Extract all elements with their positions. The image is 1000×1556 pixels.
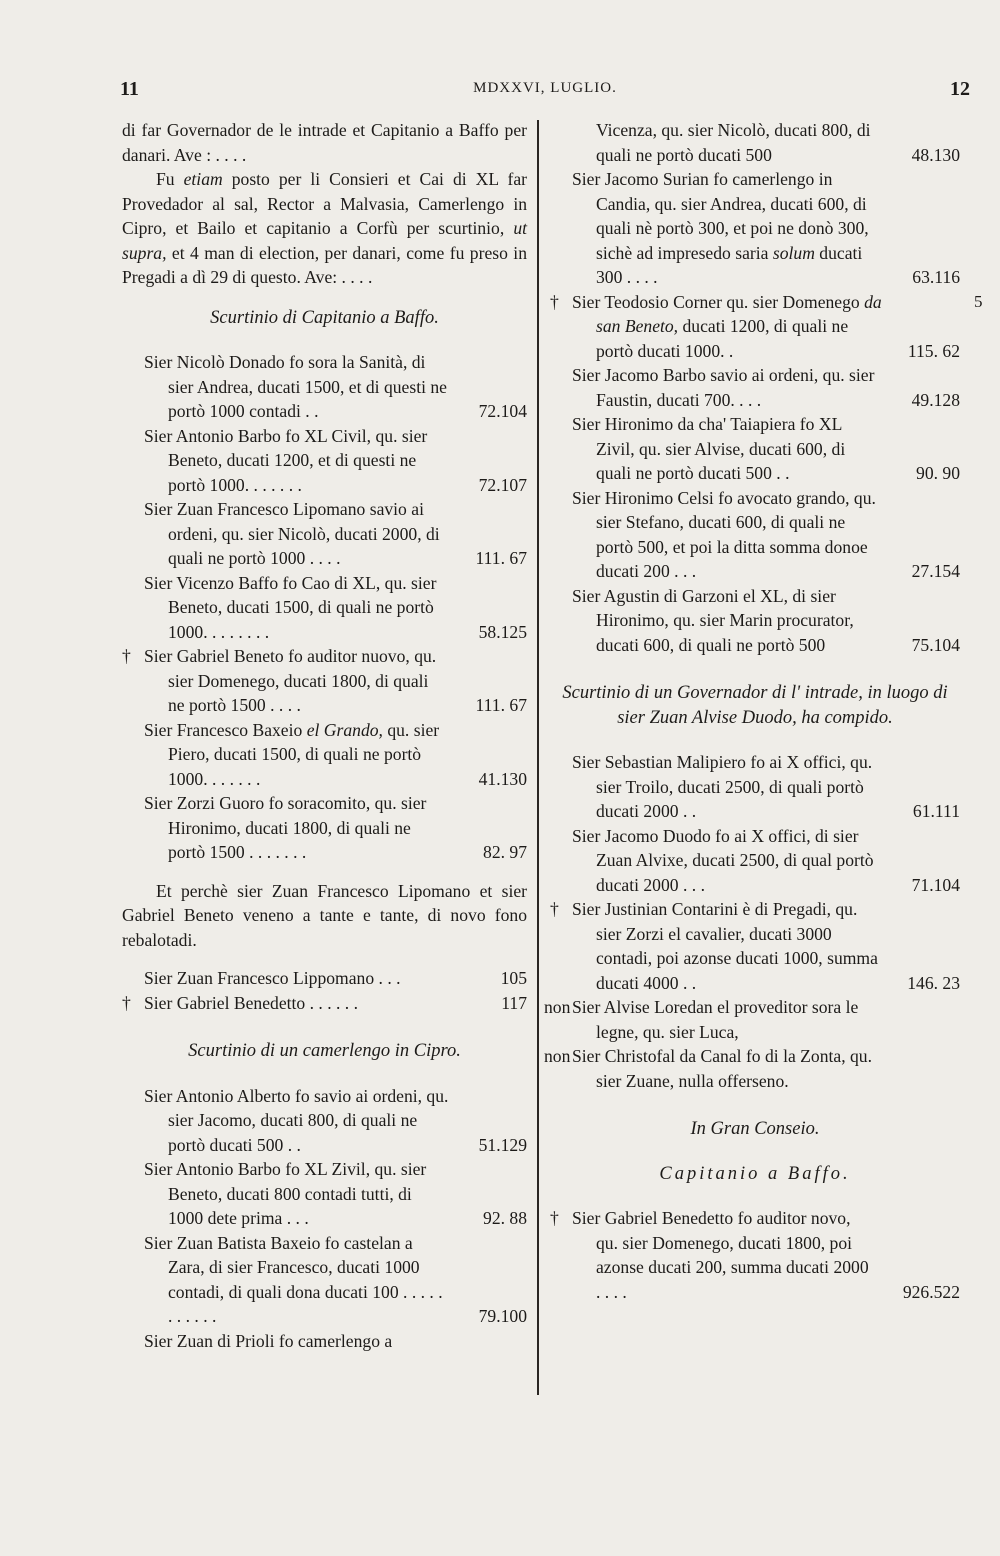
list-item: Sier Agustin di Garzoni el XL, di sier Hironimo, qu. sier Marin procurator, ducati 600, di quali ne portò 500 75.104 xyxy=(550,584,960,658)
left-page-number: 11 xyxy=(120,78,139,100)
vote-count: 48.130 xyxy=(911,144,960,165)
vote-count: 49.128 xyxy=(911,389,960,410)
elected-cross-mark: † xyxy=(550,291,559,312)
column-divider xyxy=(537,120,539,1395)
list-item: † Sier Gabriel Beneto fo auditor nuovo, qu. sier Domenego, ducati 1800, di quali ne portò 1500 . . . . 111. 67 xyxy=(122,644,527,718)
vote-count: 72.107 xyxy=(478,474,527,495)
list-item: Sier Zuan Francesco Lippomano . . . 105 xyxy=(122,966,527,991)
reballot-paragraph: Et perchè sier Zuan Francesco Lipomano et sier Gabriel Beneto veneno a tante e tante, di novo fono rebalotadi. xyxy=(122,880,527,950)
list-item: Sier Francesco Baxeio el Grando, qu. sier Piero, ducati 1500, di quali ne portò 1000. . . . . . . 41.130 xyxy=(122,718,527,792)
list-item: Sier Hironimo Celsi fo avocato grando, qu. sier Stefano, ducati 600, di quali ne portò 500, et poi la ditta somma donoe ducati 200 . . . 27.154 xyxy=(550,486,960,584)
scrutiny-list-gran-conseio xyxy=(550,1206,960,1304)
elected-cross-mark: † xyxy=(122,646,131,666)
list-item: Sier Antonio Alberto fo savio ai ordeni, qu. sier Jacomo, ducati 800, di quali ne portò ducati 500 . . 51.129 xyxy=(122,1084,527,1158)
vote-count: 90. 90 xyxy=(916,463,960,483)
motion-paragraph: Fu etiam posto per li Consieri et Cai di XL far Provedador al sal, Rector a Malvasia, Camerlengo in Cipro, et Bailo et capitanio a Corfù per scurtinio, ut supra, et 4 man di election, per danari, come fu preso in Pregadi a dì 29 di questo. Ave: . . . . xyxy=(122,169,527,287)
vote-count: 115. 62 xyxy=(907,340,960,361)
vote-count: 58.125 xyxy=(478,621,527,642)
vote-count: 79.100 xyxy=(478,1306,527,1326)
list-item: † Sier Gabriel Benedetto . . . . . . 117 xyxy=(122,991,527,1016)
intro-paragraph: di far Governador de le intrade et Capitanio a Baffo per danari. Ave : . . . . xyxy=(122,120,527,165)
vote-count: 75.104 xyxy=(911,634,960,655)
vote-count: 41.130 xyxy=(478,768,527,789)
list-item: Sier Nicolò Donado fo sora la Sanità, di sier Andrea, ducati 1500, et di questi ne portò 1000 contadi . . 72.104 xyxy=(122,350,527,424)
list-item: Sier Hironimo da cha' Taiapiera fo XL Zivil, qu. sier Alvise, ducati 600, di quali ne portò ducati 500 . . 90. 90 xyxy=(550,412,960,486)
vote-count: 51.129 xyxy=(478,1134,527,1155)
scrutiny-list-camerlengo xyxy=(122,1084,527,1354)
list-item: non Sier Alvise Loredan el proveditor sora le legne, qu. sier Luca, xyxy=(544,997,859,1042)
list-item: Sier Zorzi Guoro fo soracomito, qu. sier Hironimo, ducati 1800, di quali ne portò 1500 . . . . . . . 82. 97 xyxy=(122,791,527,865)
vote-count: 146. 23 xyxy=(907,972,960,993)
elected-cross-mark: † xyxy=(550,1208,559,1228)
vote-count: 27.154 xyxy=(911,561,960,581)
non-mark: non xyxy=(544,1046,571,1066)
vote-count: 92. 88 xyxy=(483,1208,527,1228)
margin-line-number: 5 xyxy=(974,292,983,311)
reballot-list xyxy=(122,966,527,1015)
list-item: Sier Zuan di Prioli fo camerlengo a xyxy=(144,1330,393,1351)
right-column xyxy=(544,118,960,1304)
list-item: Sier Jacomo Surian fo camerlengo in Candia, qu. sier Andrea, ducati 600, di quali nè portò 300, et poi ne donò 300, sichè ad impresedo saria solum ducati 300 . . . . 63.116 xyxy=(550,167,960,290)
continued-entry: Vicenza, qu. sier Nicolò, ducati 800, di quali ne portò ducati 500 48.130 xyxy=(550,118,960,167)
section-heading-capitanio-baffo: Scurtinio di Capitanio a Baffo. xyxy=(210,307,439,328)
vote-count: 111. 67 xyxy=(475,695,527,715)
list-item: † Sier Gabriel Benedetto fo auditor novo, qu. sier Domenego, ducati 1800, poi azonse ducati 200, summa ducati 2000 . . . . 926.522 xyxy=(550,1206,960,1304)
vote-count: 72.104 xyxy=(478,401,527,421)
right-page-number: 12 xyxy=(950,78,970,100)
left-column xyxy=(122,118,527,1353)
scrutiny-list-camerlengo-cont xyxy=(550,167,960,657)
vote-count: 926.522 xyxy=(902,1281,960,1302)
list-item: Sier Jacomo Duodo fo ai X offici, di sier Zuan Alvixe, ducati 2500, di qual portò ducati 2000 . . . 71.104 xyxy=(550,824,960,898)
scrutiny-list-governador xyxy=(544,750,960,1093)
list-item: Sier Sebastian Malipiero fo ai X offici, qu. sier Troilo, ducati 2500, di quali portò ducati 2000 . . 61.111 xyxy=(550,750,960,824)
elected-cross-mark: † xyxy=(122,992,131,1013)
scrutiny-list-capitanio xyxy=(122,350,527,865)
list-item: Sier Antonio Barbo fo XL Zivil, qu. sier Beneto, ducati 800 contadi tutti, di 1000 dete prima . . . 92. 88 xyxy=(122,1157,527,1231)
vote-count: 105 xyxy=(500,968,527,988)
list-item: Sier Zuan Batista Baxeio fo castelan a Zara, di sier Francesco, ducati 1000 contadi, di quali dona ducati 100 . . . . . . . . . . . 79.100 xyxy=(122,1231,527,1329)
vote-count: 117 xyxy=(501,992,527,1013)
vote-count: 63.116 xyxy=(912,267,960,287)
section-heading-governador: Scurtinio di un Governador di l' intrade, in luogo di sier Zuan Alvise Duodo, ha compido. xyxy=(562,683,948,728)
section-heading-capitanio-baffo-2: Capitanio a Baffo. xyxy=(659,1163,851,1184)
list-item: non Sier Christofal da Canal fo di la Zonta, qu. sier Zuane, nulla offerseno. xyxy=(544,1046,873,1091)
vote-count: 111. 67 xyxy=(475,548,527,568)
list-item: Sier Antonio Barbo fo XL Civil, qu. sier Beneto, ducati 1200, et di questi ne portò 1000. . . . . . . 72.107 xyxy=(122,424,527,498)
elected-cross-mark: † xyxy=(550,899,559,919)
list-item: † Sier Justinian Contarini è di Pregadi, qu. sier Zorzi el cavalier, ducati 3000 contadi, poi azonse ducati 1000, summa ducati 4000 . . 146. 23 xyxy=(550,897,960,995)
list-item: Sier Zuan Francesco Lipomano savio ai ordeni, qu. sier Nicolò, ducati 2000, di quali ne portò 1000 . . . . 111. 67 xyxy=(122,497,527,571)
section-heading-camerlengo-cipro: Scurtinio di un camerlengo in Cipro. xyxy=(188,1041,461,1061)
non-mark: non xyxy=(544,997,571,1017)
vote-count: 61.111 xyxy=(912,801,960,821)
section-heading-gran-conseio: In Gran Conseio. xyxy=(690,1119,820,1139)
list-item: Sier Jacomo Barbo savio ai ordeni, qu. sier Faustin, ducati 700. . . . 49.128 xyxy=(550,363,960,412)
vote-count: 82. 97 xyxy=(483,842,527,862)
list-item: † Sier Teodosio Corner qu. sier Domenego da san Beneto, ducati 1200, di quali ne portò ducati 1000. . 115. 62 xyxy=(550,290,960,364)
vote-count: 71.104 xyxy=(911,874,960,895)
running-title: MDXXVI, LUGLIO. xyxy=(473,80,617,96)
running-header xyxy=(120,78,970,108)
list-item: Sier Vicenzo Baffo fo Cao di XL, qu. sier Beneto, ducati 1500, di quali ne portò 1000. . . . . . . . 58.125 xyxy=(122,571,527,645)
